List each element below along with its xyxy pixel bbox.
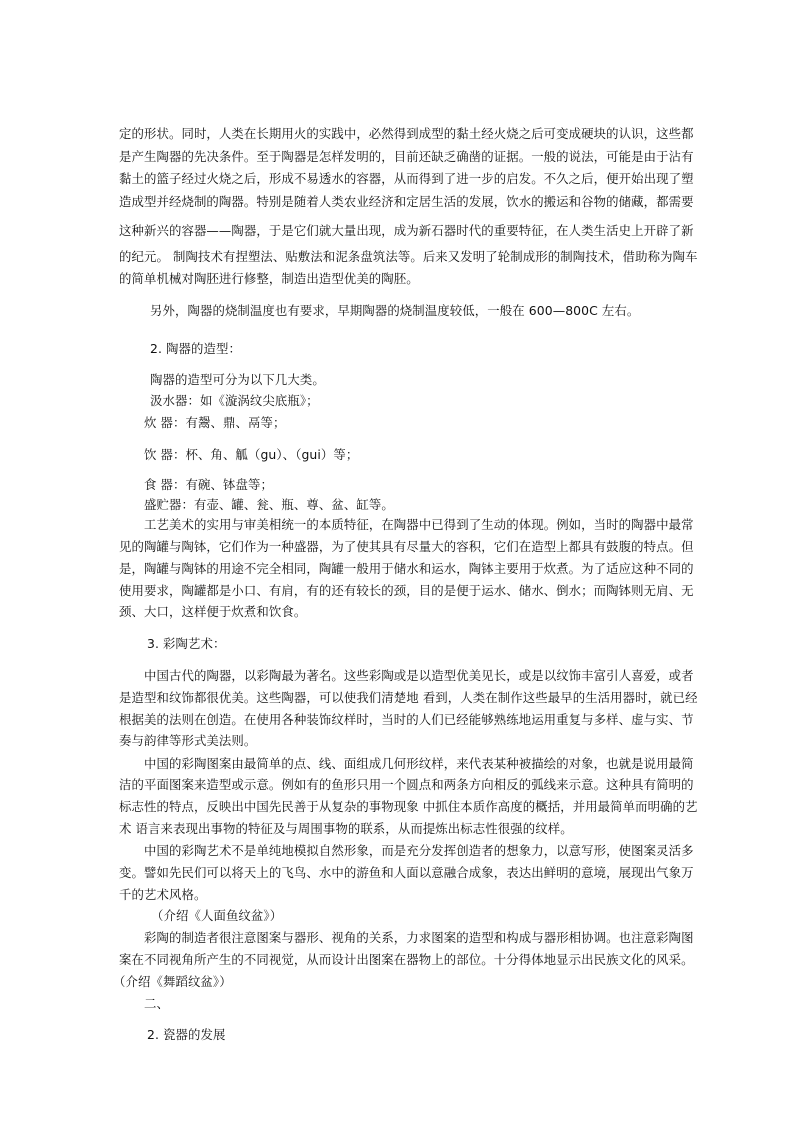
text-line: 是造型和纹饰都很优美。这些陶器，可以使我们清楚地 看到，人类在制作这些最早的生活用器时，就已经 bbox=[119, 690, 698, 705]
text-line: 奏与韵律等形式美法则。 bbox=[119, 733, 257, 748]
text-line: 中国的彩陶艺术不是单纯地模拟自然形象，而是充分发挥创造者的想象力，以意写形，使图案灵活多 bbox=[144, 843, 694, 858]
text-line: 黏土的篮子经过火烧之后，形成不易透水的容器，从而得到了进一步的启发。不久之后，便开始出现了塑 bbox=[119, 171, 694, 186]
text-line: 造成型并经烧制的陶器。特别是随着人类农业经济和定居生活的发展，饮水的搬运和谷物的储藏，都需要 bbox=[119, 194, 694, 209]
text-line: 千的艺术风格。 bbox=[119, 887, 207, 902]
text-line: 中国的彩陶图案由最简单的点、线、面组成几何形纹样，来代表某种被描绘的对象，也就是说用最简 bbox=[144, 756, 694, 771]
list-item: 汲水器：如《漩涡纹尖底瓶》； bbox=[150, 393, 319, 408]
section-heading: 2. 瓷器的发展 bbox=[147, 1027, 226, 1042]
text-line: 是产生陶器的先决条件。至于陶器是怎样发明的，目前还缺乏确凿的证据。一般的说法，可能是由于沾有 bbox=[119, 149, 694, 164]
text-line: 是，陶罐与陶钵的用途不完全相同，陶罐一般用于储水和运水，陶钵主要用于炊煮。为了适应这种不同的 bbox=[119, 561, 694, 576]
text-line: 陶器的造型可分为以下几大类。 bbox=[150, 372, 325, 387]
text-line: 使用要求，陶罐都是小口、有肩，有的还有较长的颈，目的是便于运水、储水、倒水；而陶钵则无肩、无 bbox=[119, 583, 694, 598]
text-line: 定的形状。同时，人类在长期用火的实践中，必然得到成型的黏土经火烧之后可变成硬块的认识，这些都 bbox=[119, 126, 694, 141]
list-item: 饮 器：杯、角、觚（gu）、（gui）等； bbox=[144, 447, 359, 462]
list-item: 食 器：有碗、钵盘等； bbox=[144, 477, 273, 492]
text-line: 洁的平面图案来造型或示意。例如有的鱼形只用一个圆点和两条方向相反的弧线来示意。这种具有简明的 bbox=[119, 777, 694, 792]
text-line: 变。譬如先民们可以将天上的飞鸟、水中的游鱼和人面以意融合成象，表达出鲜明的意境，展现出气象万 bbox=[119, 865, 694, 880]
text-line: 见的陶罐与陶钵，它们作为一种盛器，为了使其具有尽量大的容积，它们在造型上都具有鼓腹的特点。但 bbox=[119, 539, 694, 554]
text-line: 的简单机械对陶胚进行修整，制造出造型优美的陶胚。 bbox=[119, 271, 419, 286]
text-line: 另外，陶器的烧制温度也有要求，早期陶器的烧制温度较低，一般在 600—800C 左右。 bbox=[150, 303, 640, 318]
section-heading: 2. 陶器的造型： bbox=[150, 341, 242, 356]
list-item: 盛贮器：有壶、罐、瓮、瓶、尊、盆、缸等。 bbox=[144, 497, 394, 512]
text-line: 中国古代的陶器，以彩陶最为著名。这些彩陶或是以造型优美见长，或是以纹饰丰富引人喜爱，或者 bbox=[144, 668, 694, 683]
list-item: 炊 器：有鬶、鼎、鬲等； bbox=[144, 415, 286, 430]
text-line: 彩陶的制造者很注意图案与器形、视角的关系，力求图案的造型和构成与器形相协调。也注意彩陶图 bbox=[144, 930, 694, 945]
text-line: 颈、大口，这样便于炊煮和饮食。 bbox=[119, 604, 307, 619]
section-heading: 3. 彩陶艺术： bbox=[147, 636, 226, 651]
section-heading: 二、 bbox=[144, 996, 169, 1011]
text-line: 根据美的法则在创造。在使用各种装饰纹样时，当时的人们已经能够熟练地运用重复与多样、虚与实、节 bbox=[119, 712, 694, 727]
text-line: 标志性的特点，反映出中国先民善于从复杂的事物现象 中抓住本质作高度的概括，并用最简单而明确的艺 bbox=[119, 799, 698, 814]
text-line: （介绍《人面鱼纹盆》） bbox=[151, 908, 283, 923]
text-line: （介绍《舞蹈纹盆》） bbox=[113, 974, 232, 989]
text-line: 这种新兴的容器——陶器，于是它们就大量出现，成为新石器时代的重要特征，在人类生活史上开辟了新 bbox=[119, 223, 694, 238]
text-line: 工艺美术的实用与审美相统一的本质特征，在陶器中已得到了生动的体现。例如，当时的陶器中最常 bbox=[144, 517, 694, 532]
text-line: 案在不同视角所产生的不同视觉，从而设计出图案在器物上的部位。十分得体地显示出民族文化的风采。 bbox=[119, 952, 694, 967]
text-line: 的纪元。 制陶技术有捏塑法、贴敷法和泥条盘筑法等。后来又发明了轮制成形的制陶技术，借助称为陶车 bbox=[119, 249, 698, 264]
text-line: 术 语言来表现出事物的特征及与周围事物的联系，从而提炼出标志性很强的纹样。 bbox=[119, 821, 573, 836]
